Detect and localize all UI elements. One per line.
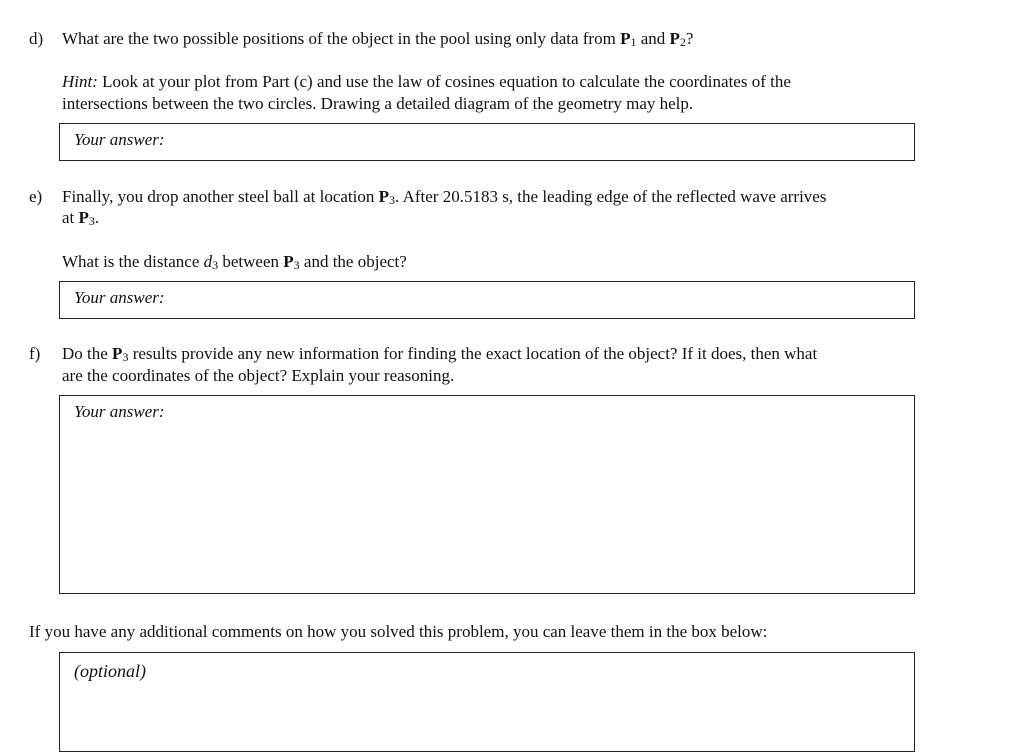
hint-text-1: Look at your plot from Part (c) and use the law of cosines equation to calculate the coordinates of the bbox=[97, 72, 791, 91]
p3-subscript: 3 bbox=[389, 193, 396, 207]
part-d-letter: d) bbox=[29, 29, 44, 48]
part-f-text-1: Do the bbox=[62, 344, 113, 363]
part-e-q-text-3: and the object? bbox=[299, 252, 407, 271]
p1-label: P bbox=[620, 29, 631, 48]
period: . bbox=[94, 208, 100, 227]
part-f-line2: are the coordinates of the object? Explain your reasoning. bbox=[62, 366, 455, 385]
part-e-q-text-2: between bbox=[218, 252, 284, 271]
part-e-answer-input[interactable] bbox=[60, 282, 914, 318]
hint-label: Hint: bbox=[62, 72, 98, 91]
p3-label: P bbox=[378, 187, 390, 206]
p1-subscript: 1 bbox=[630, 35, 637, 49]
part-f-line1 bbox=[62, 344, 817, 365]
part-e-text-2: . After 20.5183 s, the leading edge of the reflected wave arrives bbox=[395, 187, 827, 206]
part-e-question bbox=[62, 252, 407, 273]
p3-subscript: 3 bbox=[122, 350, 129, 364]
and-text: and bbox=[636, 29, 670, 48]
part-d-question-text: What are the two possible positions of the object in the pool using only data from bbox=[62, 29, 621, 48]
comments-box[interactable] bbox=[59, 652, 915, 752]
p3-subscript: 3 bbox=[88, 214, 95, 228]
comments-prompt: If you have any additional comments on how you solved this problem, you can leave them in the box below: bbox=[29, 622, 768, 641]
question-mark: ? bbox=[685, 29, 694, 48]
p3-label: P bbox=[283, 252, 294, 271]
d-subscript: 3 bbox=[212, 258, 219, 272]
part-e-answer-box[interactable] bbox=[59, 281, 915, 319]
part-e-letter: e) bbox=[29, 187, 43, 206]
p2-subscript: 2 bbox=[679, 35, 686, 49]
part-d-answer-input[interactable] bbox=[60, 124, 914, 160]
part-d-hint-line1 bbox=[62, 72, 791, 92]
part-d-hint-line2: intersections between the two circles. Drawing a detailed diagram of the geometry may help. bbox=[62, 94, 694, 113]
part-e-q-text-1: What is the distance bbox=[62, 252, 204, 271]
p3-label: P bbox=[78, 208, 89, 227]
part-f-letter: f) bbox=[29, 344, 41, 363]
part-d-answer-box[interactable] bbox=[59, 123, 915, 161]
part-e-text-3: at bbox=[62, 208, 79, 227]
p2-label: P bbox=[669, 29, 680, 48]
part-f-answer-box[interactable] bbox=[59, 395, 915, 594]
part-e-text-1: Finally, you drop another steel ball at location bbox=[62, 187, 379, 206]
part-e-line1 bbox=[62, 187, 826, 208]
d-label: d bbox=[203, 252, 213, 271]
part-e-line2 bbox=[62, 208, 99, 229]
part-f-answer-input[interactable] bbox=[60, 396, 914, 593]
p3-subscript: 3 bbox=[293, 258, 300, 272]
comments-input[interactable] bbox=[60, 653, 914, 751]
part-f-text-2: results provide any new information for finding the exact location of the object? If it does, then what bbox=[128, 344, 818, 363]
p3-label: P bbox=[112, 344, 123, 363]
part-d-question bbox=[62, 29, 693, 50]
